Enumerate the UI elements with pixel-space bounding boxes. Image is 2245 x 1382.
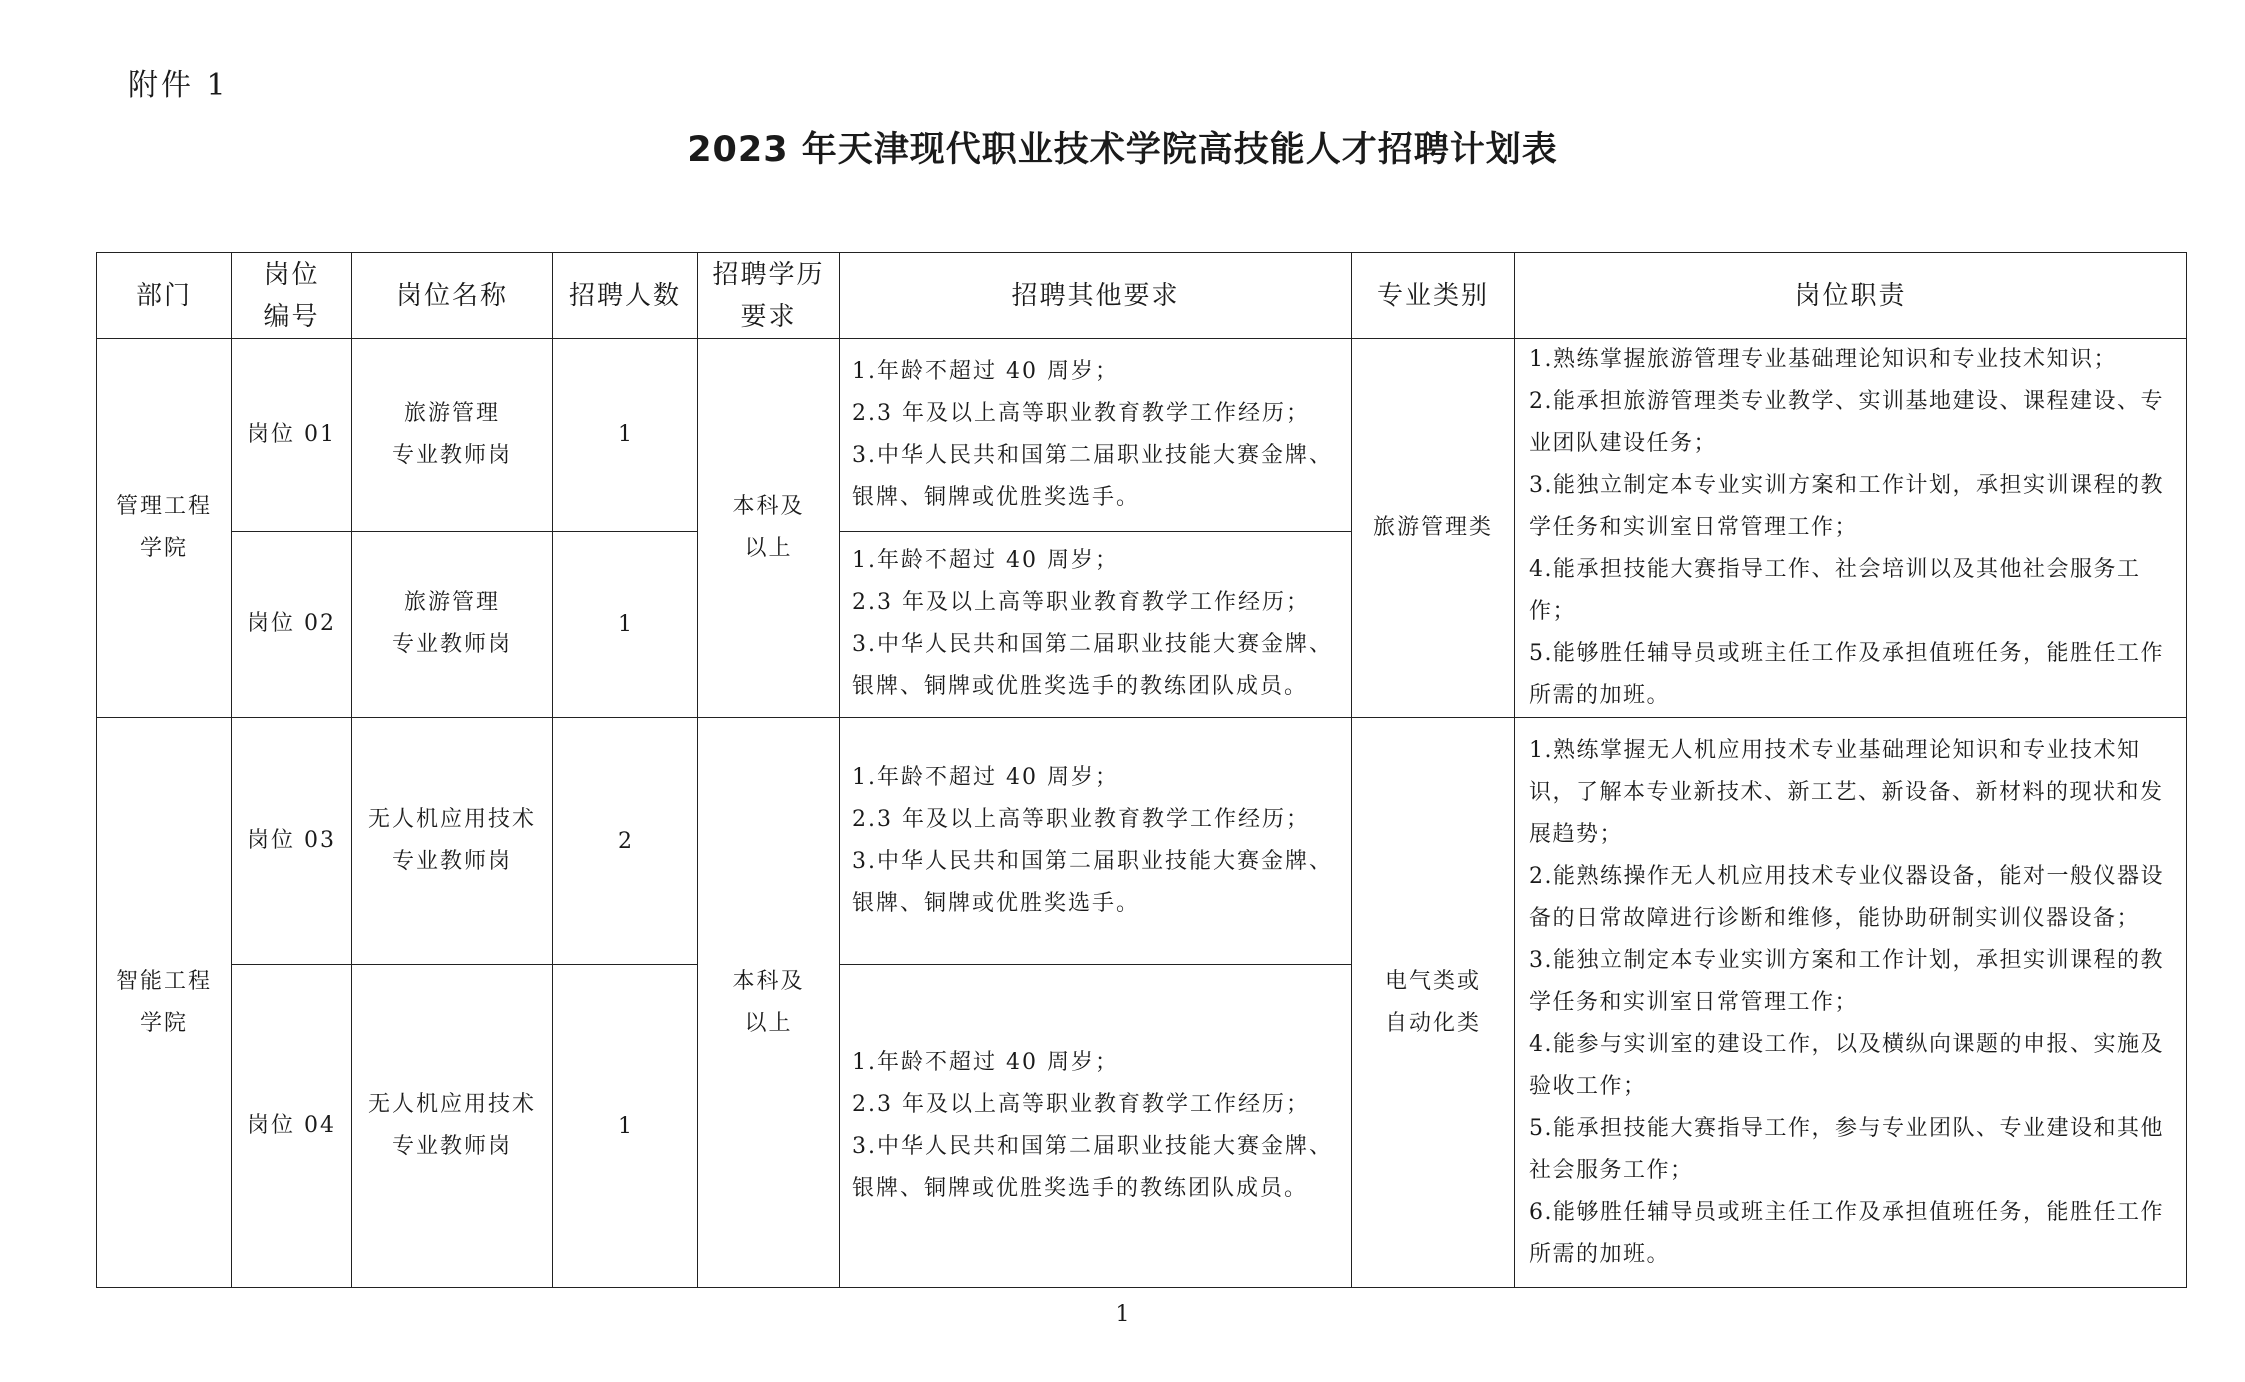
post-name xyxy=(352,531,553,717)
document-title: 2023 年天津现代职业技术学院高技能人才招聘计划表 xyxy=(687,130,1558,170)
requirement-line: 3.中华人民共和国第二届职业技能大赛金牌、 xyxy=(852,849,1333,874)
post-code: 岗位 03 xyxy=(232,718,352,965)
header-education-line2: 要求 xyxy=(740,301,797,332)
header-row xyxy=(97,253,2187,339)
hire-count: 1 xyxy=(553,339,698,532)
requirement-line: 银牌、铜牌或优胜奖选手的教练团队成员。 xyxy=(852,674,1309,700)
education-line1: 本科及 xyxy=(732,494,805,519)
post-name xyxy=(352,339,553,532)
duty-line: 6.能够胜任辅导员或班主任工作及承担值班任务，能胜任工作 xyxy=(1529,1199,2164,1225)
education-cell xyxy=(698,718,840,1288)
major-line2: 自动化类 xyxy=(1384,1010,1481,1036)
header-education xyxy=(698,253,840,339)
hire-count: 1 xyxy=(553,531,698,717)
hire-count: 2 xyxy=(553,718,698,965)
post-name-line2: 专业教师岗 xyxy=(391,849,512,874)
requirement-line: 1.年龄不超过 40 周岁； xyxy=(852,358,1119,384)
dept-line2: 学院 xyxy=(139,1010,188,1036)
header-duties: 岗位职责 xyxy=(1515,253,2187,339)
requirement-line: 2.3 年及以上高等职业教育教学工作经历； xyxy=(852,590,1310,616)
requirement-line: 1.年龄不超过 40 周岁； xyxy=(852,765,1119,790)
header-dept: 部门 xyxy=(97,253,232,339)
dept-line1: 智能工程 xyxy=(115,968,212,994)
major-line1: 电气类或 xyxy=(1384,968,1481,994)
dept-cell xyxy=(97,718,232,1288)
post-name-line1: 无人机应用技术 xyxy=(367,807,536,832)
header-post-no-line1: 岗位 xyxy=(263,259,320,290)
duty-line: 社会服务工作； xyxy=(1529,1157,1694,1183)
recruitment-plan-table xyxy=(96,252,2187,1288)
attachment-label: 附件 1 xyxy=(128,68,229,103)
requirements-cell xyxy=(840,965,1352,1288)
duties-cell xyxy=(1515,718,2187,1288)
post-name-line1: 无人机应用技术 xyxy=(367,1092,536,1117)
post-name-line2: 专业教师岗 xyxy=(391,1134,512,1159)
duty-line: 学任务和实训室日常管理工作； xyxy=(1529,989,1859,1015)
duty-line: 4.能承担技能大赛指导工作、社会培训以及其他社会服务工 xyxy=(1529,557,2141,582)
duty-line: 学任务和实训室日常管理工作； xyxy=(1529,515,1859,540)
duty-line: 验收工作； xyxy=(1529,1073,1647,1099)
duty-line: 1.熟练掌握无人机应用技术专业基础理论知识和专业技术知 xyxy=(1529,737,2141,763)
header-post-no-line2: 编号 xyxy=(263,301,320,332)
requirement-line: 2.3 年及以上高等职业教育教学工作经历； xyxy=(852,807,1310,832)
post-code: 岗位 01 xyxy=(232,339,352,532)
requirement-line: 2.3 年及以上高等职业教育教学工作经历； xyxy=(852,400,1310,426)
post-name-line2: 专业教师岗 xyxy=(391,442,512,468)
table-row xyxy=(97,339,2187,532)
major-cell xyxy=(1352,718,1515,1288)
duties-cell xyxy=(1515,339,2187,718)
post-name-line2: 专业教师岗 xyxy=(391,632,512,658)
post-name xyxy=(352,718,553,965)
duty-line: 3.能独立制定本专业实训方案和工作计划，承担实训课程的教 xyxy=(1529,473,2164,498)
requirement-line: 1.年龄不超过 40 周岁； xyxy=(852,548,1119,574)
dept-cell xyxy=(97,339,232,718)
duty-line: 5.能够胜任辅导员或班主任工作及承担值班任务，能胜任工作 xyxy=(1529,641,2164,666)
dept-line2: 学院 xyxy=(139,536,188,561)
header-count: 招聘人数 xyxy=(553,253,698,339)
header-post-name: 岗位名称 xyxy=(352,253,553,339)
hire-count: 1 xyxy=(553,965,698,1288)
major-cell: 旅游管理类 xyxy=(1352,339,1515,718)
requirement-line: 1.年龄不超过 40 周岁； xyxy=(852,1050,1119,1075)
duty-line: 识，了解本专业新技术、新工艺、新设备、新材料的现状和发 xyxy=(1529,779,2164,805)
post-name-line1: 旅游管理 xyxy=(403,400,500,426)
education-cell xyxy=(698,339,840,718)
duty-line: 所需的加班。 xyxy=(1529,683,1671,708)
requirement-line: 银牌、铜牌或优胜奖选手。 xyxy=(852,891,1141,916)
duty-line: 5.能承担技能大赛指导工作，参与专业团队、专业建设和其他 xyxy=(1529,1115,2164,1141)
duty-line: 3.能独立制定本专业实训方案和工作计划，承担实训课程的教 xyxy=(1529,947,2164,973)
duty-line: 展趋势； xyxy=(1529,821,1624,847)
post-name xyxy=(352,965,553,1288)
duty-line: 1.熟练掌握旅游管理专业基础理论知识和专业技术知识； xyxy=(1529,347,2117,372)
post-code: 岗位 04 xyxy=(232,965,352,1288)
post-name-line1: 旅游管理 xyxy=(403,590,500,616)
duty-line: 2.能承担旅游管理类专业教学、实训基地建设、课程建设、专 xyxy=(1529,389,2164,414)
post-code: 岗位 02 xyxy=(232,531,352,717)
page-number: 1 xyxy=(1115,1302,1130,1327)
duty-line: 业团队建设任务； xyxy=(1529,431,1718,456)
duty-line: 2.能熟练操作无人机应用技术专业仪器设备，能对一般仪器设 xyxy=(1529,863,2164,889)
education-line2: 以上 xyxy=(744,536,793,561)
requirement-line: 3.中华人民共和国第二届职业技能大赛金牌、 xyxy=(852,442,1333,468)
duty-line: 所需的加班。 xyxy=(1529,1241,1671,1267)
header-major: 专业类别 xyxy=(1352,253,1515,339)
requirement-line: 银牌、铜牌或优胜奖选手。 xyxy=(852,484,1141,510)
requirement-line: 2.3 年及以上高等职业教育教学工作经历； xyxy=(852,1092,1310,1117)
requirements-cell xyxy=(840,718,1352,965)
header-other-requirements: 招聘其他要求 xyxy=(840,253,1352,339)
dept-line1: 管理工程 xyxy=(115,494,212,519)
duty-line: 备的日常故障进行诊断和维修，能协助研制实训仪器设备； xyxy=(1529,905,2141,931)
duty-line: 4.能参与实训室的建设工作，以及横纵向课题的申报、实施及 xyxy=(1529,1031,2164,1057)
education-line1: 本科及 xyxy=(732,968,805,994)
education-line2: 以上 xyxy=(744,1010,793,1036)
requirement-line: 3.中华人民共和国第二届职业技能大赛金牌、 xyxy=(852,632,1333,658)
requirements-cell xyxy=(840,339,1352,532)
header-education-line1: 招聘学历 xyxy=(712,259,825,290)
duty-line: 作； xyxy=(1529,599,1577,624)
header-post-no xyxy=(232,253,352,339)
requirements-cell xyxy=(840,531,1352,717)
requirement-line: 银牌、铜牌或优胜奖选手的教练团队成员。 xyxy=(852,1176,1309,1201)
table-row xyxy=(97,718,2187,965)
requirement-line: 3.中华人民共和国第二届职业技能大赛金牌、 xyxy=(852,1134,1333,1159)
